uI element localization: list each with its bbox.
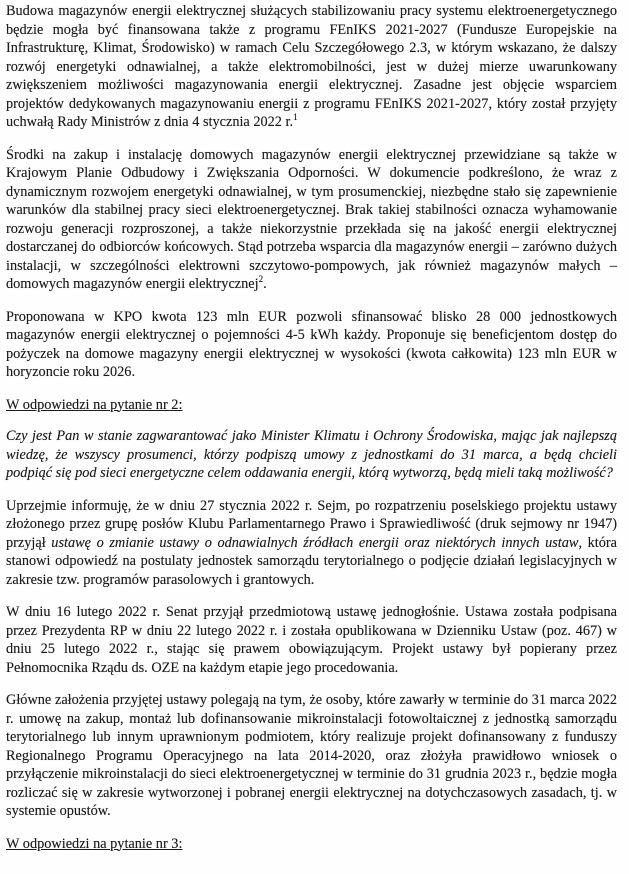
heading-answer-question-3-label: W odpowiedzi na pytanie nr 3: [6,835,183,852]
footnote-reference-2: 2 [258,274,264,285]
paragraph-kpo-storage-text: Środki na zakup i instalację domowych magazynów energii elektrycznej przewidziane są także w Krajowym Planie Odbudowy i Zwiększania Odporności. W dokumencie podkreślono, że wraz z dynamicznym rozwojem energetyki odnawialnej, w tym prosumenckiej, niezbędne stało się zapewnienie warunków dla stabilnej pracy sieci elektroenergetycznej. Brak takiej stabilności oznacza wyhamowanie rozwoju generacji rozproszonej, a także niekorzystnie przekłada się na jakość energii elektrycznej dostarczanej do odbiorców końcowych. Stąd potrzeba wsparcia dla magazynów energii – zarówno dużych instalacji, w szczególności elektrowni szczytowo-pompowych, jak również magazynów małych – domowych magazynów energii elektrycznej [6,146,617,292]
paragraph-feniks-funding [6,2,617,132]
paragraph-feniks-text: Budowa magazynów energii elektrycznej służących stabilizowaniu pracy systemu elektroenergetycznego będzie mogła być finansowana także z programu FEnIKS 2021-2027 (Fundusze Europejskie na Infrastrukturę, Klimat, Środowisko) w ramach Celu Szczegółowego 2.3, w którym wskazano, że dalszy rozwój energetyki odnawialnej, a także elektromobilności, jest w dużej mierze uwarunkowany zwiększeniem możliwości magazynowania energii elektrycznej. Zasadne jest objęcie wsparciem projektów dedykowanych magazynowaniu energii z programu FEnIKS 2021-2027, który został przyjęty uchwałą Rady Ministrów z dnia 4 stycznia 2022 r. [6,3,617,130]
paragraph-act-main-provisions: Główne założenia przyjętej ustawy polegają na tym, że osoby, które zawarły w terminie do 31 marca 2022 r. umowę na zakup, montaż lub dofinansowanie mikroinstalacji fotowoltaicznej z jednostką samorządu terytorialnego lub innym uprawnionym podmiotem, który realizuje projekt dofinansowany z funduszy Regionalnego Programu Operacyjnego na lata 2014-2020, oraz złożyła prawidłowo wniosek o przyłączenie mikroinstalacji do sieci elektroenergetycznej w terminie do 31 grudnia 2023 r., będzie mogła rozliczać się w zakresie wytworzonej i pobranej energii elektrycznej na dotychczasowych zasadach, tj. w systemie opustów. [6,692,617,819]
paragraph-sejm-act-tail: , która stanowi odpowiedź na postulaty jednostek samorządu terytorialnego o podjęcie działań legislacyjnych w zakresie tzw. programów parasolowych i grantowych. [6,534,617,588]
act-title-italic: ustawę o zmianie ustawy o odnawialnych źródłach energii oraz niektórych innych ustaw [51,534,579,551]
paragraph-question-2-quote: Czy jest Pan w stanie zagwarantować jako Minister Klimatu i Ochrony Środowiska, mając jak najlepszą wiedzę, że wszyscy prosumenci, którzy podpiszą umowy z jednostkami do 31 marca, a będą chcieli podpiąć się pod sieci energetyczne celem oddawania energii, którą wytworzą, będą mieli taką możliwość? [6,428,617,481]
paragraph-kpo-amount: Proponowana w KPO kwota 123 mln EUR pozwoli sfinansować blisko 28 000 jednostkowych magazynów energii elektrycznej o pojemności 4-5 kWh każdy. Proponuje się beneficjentom dostęp do pożyczek na domowe magazyny energii elektrycznej w wysokości (kwota całkowita) 123 mln EUR w horyzoncie roku 2026. [6,308,617,380]
heading-answer-question-2 [6,396,617,415]
heading-answer-question-2-label: W odpowiedzi na pytanie nr 2: [6,396,183,413]
paragraph-kpo-storage-period: . [263,276,267,292]
paragraph-kpo-storage-funds [6,146,617,294]
footnote-reference-1: 1 [293,112,298,123]
paragraph-senat-signature: W dniu 16 lutego 2022 r. Senat przyjął przedmiotową ustawę jednogłośnie. Ustawa została podpisana przez Prezydenta RP w dniu 22 lutego 2022 r. i została opublikowana w Dzienniku Ustaw (poz. 467) w dniu 25 lutego 2022 r., stając się prawem obowiązującym. Projekt ustawy był popierany przez Pełnomocnika Rządu ds. OZE na każdym etapie jego procedowania. [6,604,617,676]
heading-answer-question-3 [6,835,617,854]
paragraph-sejm-act-lead: Uprzejmie informuję, że w dniu 27 stycznia 2022 r. Sejm, po rozpatrzeniu poselskiego projektu ustawy złożonego przez grupę posłów Klubu Parlamentarnego Prawo i Sprawiedliwość (druk sejmowy nr 1947) przyjął [6,497,617,551]
paragraph-sejm-act [6,497,617,590]
